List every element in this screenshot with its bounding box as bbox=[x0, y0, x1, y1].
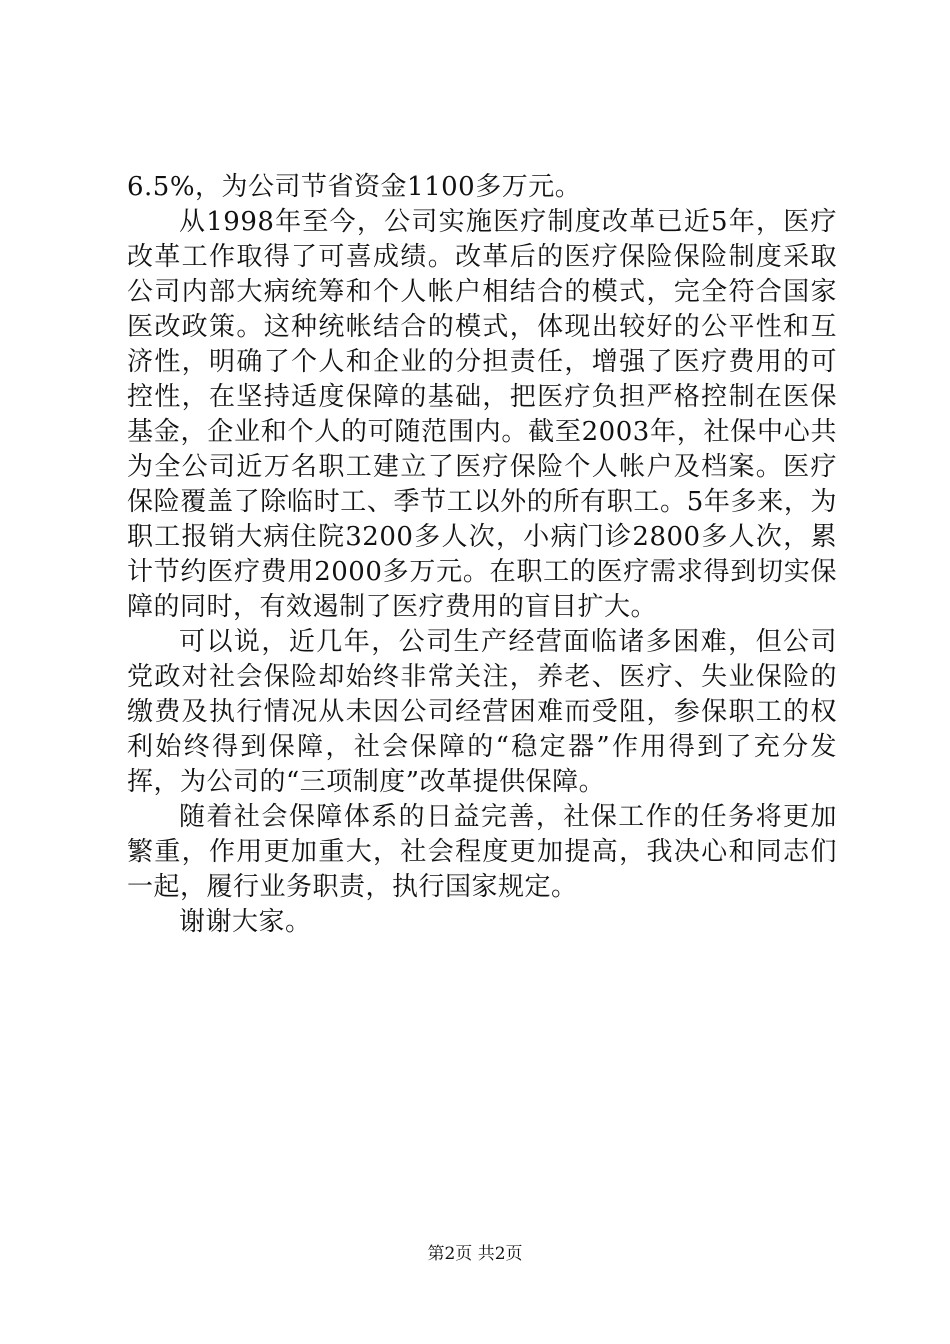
document-body bbox=[127, 170, 837, 940]
paragraph-social-insurance: 可以说，近几年，公司生产经营面临诸多困难，但公司党政对社会保险却始终非常关注，养老、医疗、失业保险的缴费及执行情况从未因公司经营困难而受阻，参保职工的权利始终得到保障，社会保障的“稳定器”作用得到了充分发挥，为公司的“三项制度”改革提供保障。 bbox=[127, 627, 837, 797]
paragraph-medical-reform: 从1998年至今，公司实施医疗制度改革已近5年，医疗改革工作取得了可喜成绩。改革后的医疗保险保险制度采取公司内部大病统筹和个人帐户相结合的模式，完全符合国家医改政策。这种统帐结合的模式，体现出较好的公平性和互济性，明确了个人和企业的分担责任，增强了医疗费用的可控性，在坚持适度保障的基础，把医疗负担严格控制在医保基金，企业和个人的可随范围内。截至2003年，社保中心共为全公司近万名职工建立了医疗保险个人帐户及档案。医疗保险覆盖了除临时工、季节工以外的所有职工。5年多来，为职工报销大病住院3200多人次，小病门诊2800多人次，累计节约医疗费用2000多万元。在职工的医疗需求得到切实保障的同时，有效遏制了医疗费用的盲目扩大。 bbox=[127, 207, 837, 622]
paragraph-resolution: 随着社会保障体系的日益完善，社保工作的任务将更加繁重，作用更加重大，社会程度更加提高，我决心和同志们一起，履行业务职责，执行国家规定。 bbox=[127, 802, 837, 902]
paragraph-thanks: 谢谢大家。 bbox=[179, 907, 312, 937]
paragraph-continuation: 6.5%，为公司节省资金1100多万元。 bbox=[127, 172, 582, 202]
page-footer: 第2页 共2页 bbox=[427, 1244, 523, 1264]
